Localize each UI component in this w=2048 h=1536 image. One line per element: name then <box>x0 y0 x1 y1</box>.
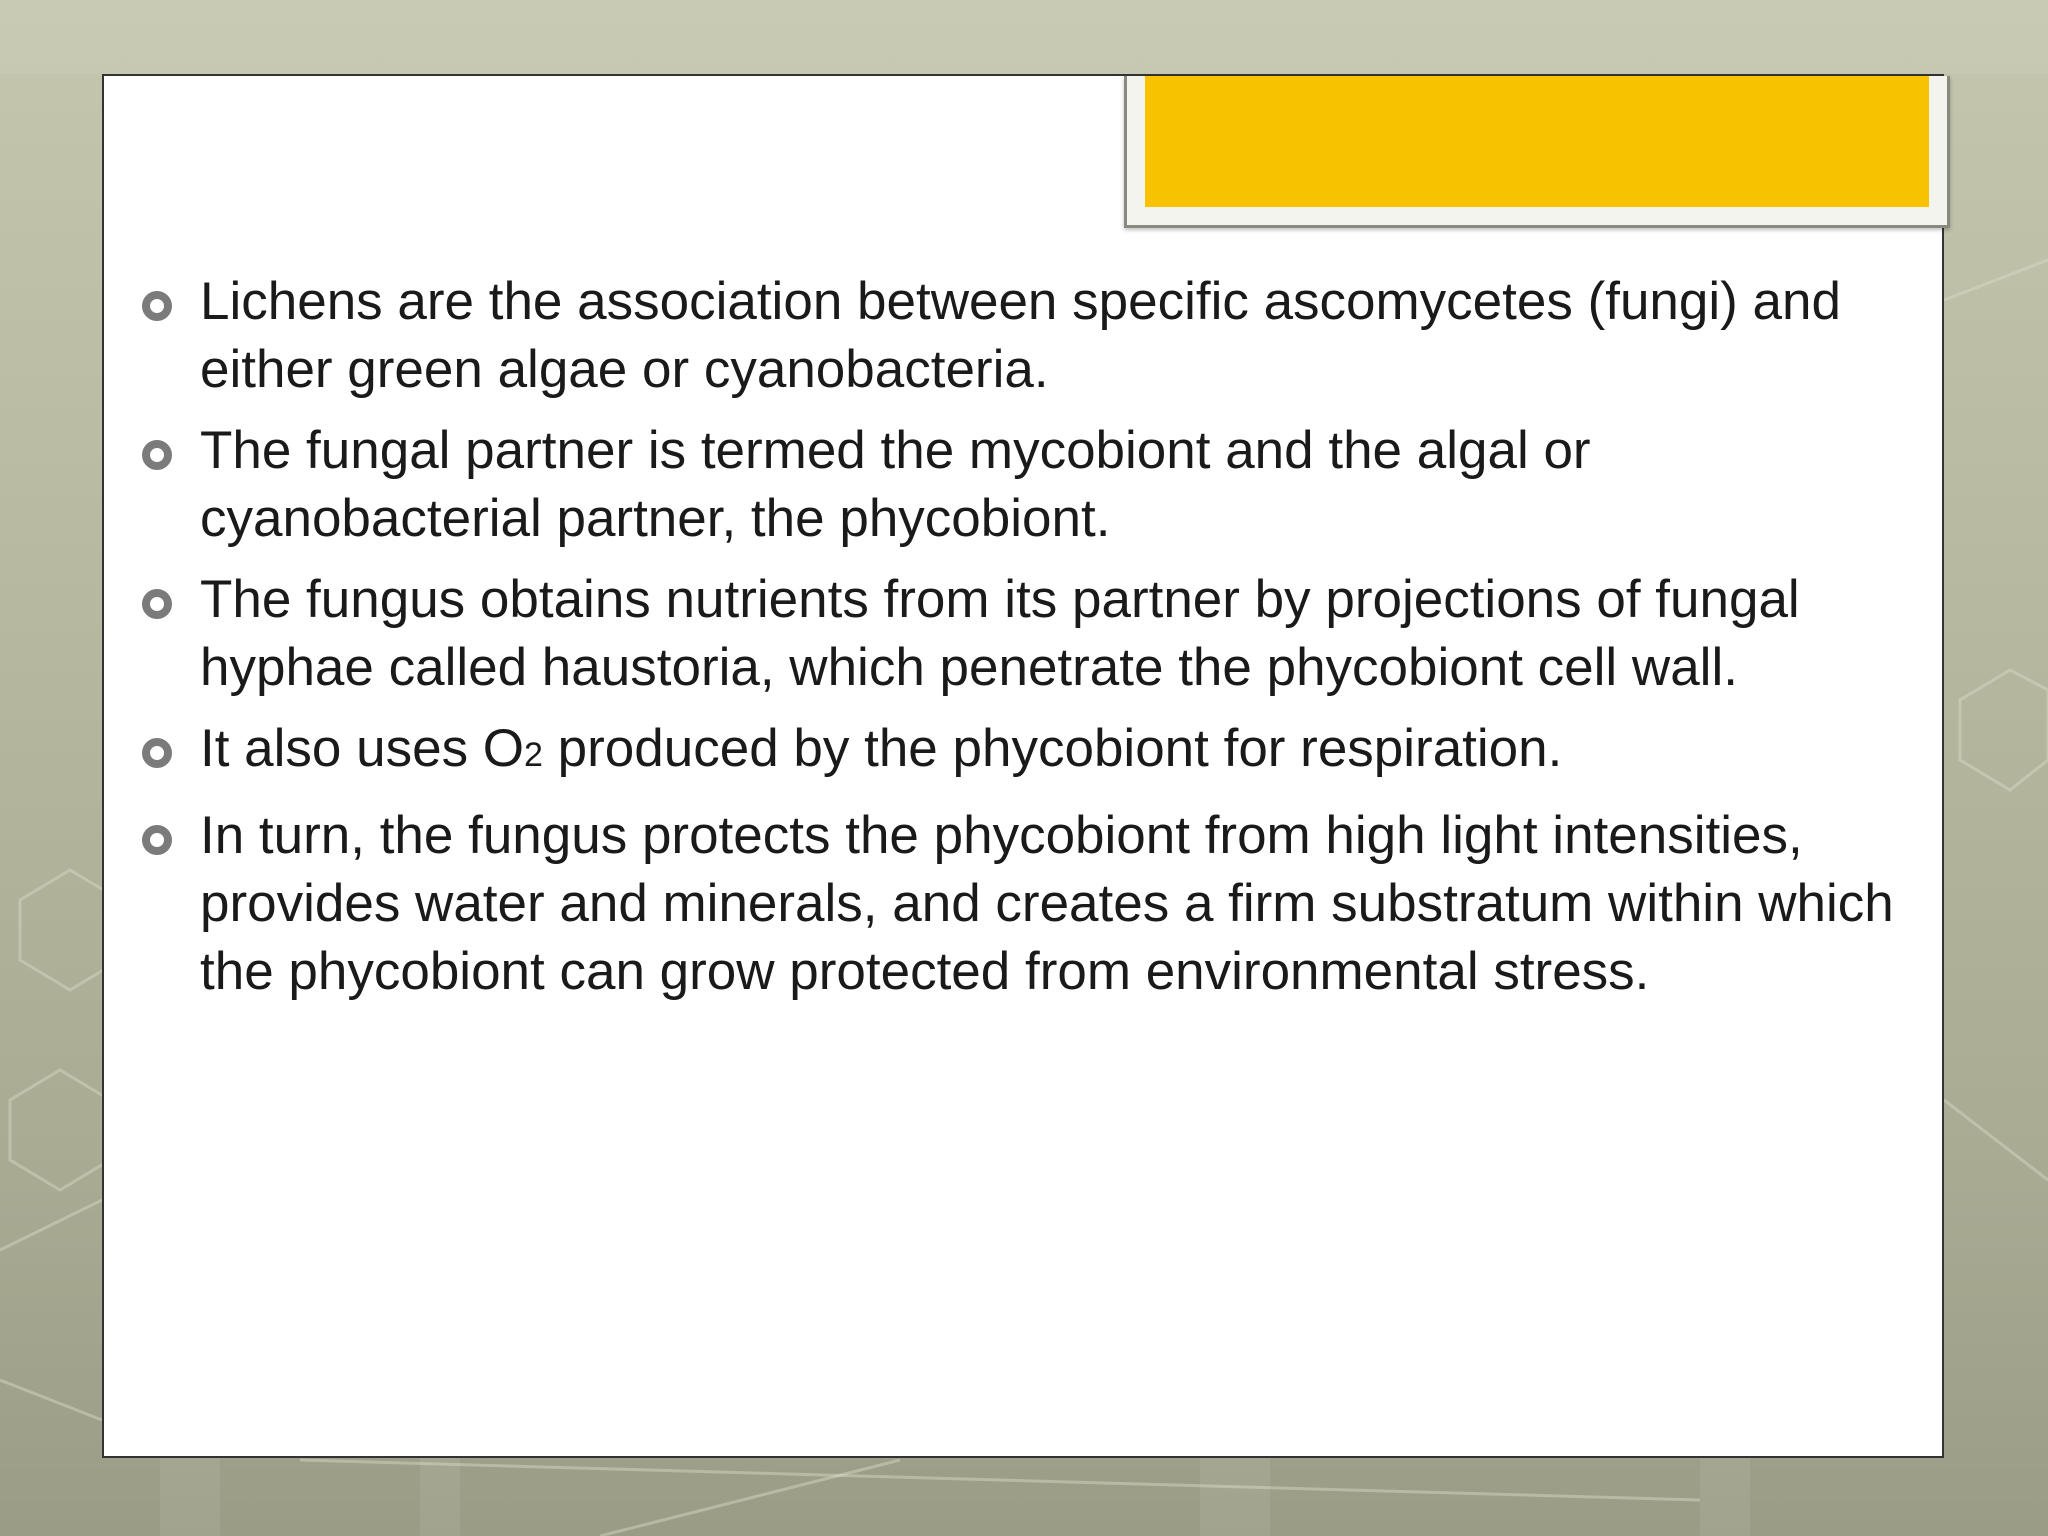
bullet-item <box>138 802 1928 1006</box>
bullet-list <box>138 268 1928 1019</box>
subscript-2: 2 <box>524 736 543 774</box>
ring-bullet-icon <box>142 825 172 855</box>
bullet-text: In turn, the fungus protects the phycobiont from high light intensities, provides water and minerals, and creates a firm substratum within which the phycobiont can grow protected from environmental stress. <box>200 806 1894 1001</box>
bullet-text: The fungal partner is termed the mycobiont and the algal or cyanobacterial partner, the phycobiont. <box>200 421 1591 548</box>
ring-bullet-icon <box>142 738 172 768</box>
bullet-item <box>138 715 1928 789</box>
bullet-item <box>138 417 1928 553</box>
ring-bullet-icon <box>142 440 172 470</box>
bullet-text: The fungus obtains nutrients from its partner by projections of fungal hyphae called haustoria, which penetrate the phycobiont cell wall. <box>200 570 1800 697</box>
bullet-item <box>138 268 1928 404</box>
title-frame <box>1124 76 1950 228</box>
bullet-text-before: It also uses O <box>200 719 525 778</box>
title-bar <box>1145 76 1929 207</box>
bullet-item <box>138 566 1928 702</box>
ring-bullet-icon <box>142 291 172 321</box>
bullet-text-after: produced by the phycobiont for respiration. <box>542 719 1563 778</box>
ring-bullet-icon <box>142 589 172 619</box>
bullet-text: Lichens are the association between specific ascomycetes (fungi) and either green algae or cyanobacteria. <box>200 272 1841 399</box>
